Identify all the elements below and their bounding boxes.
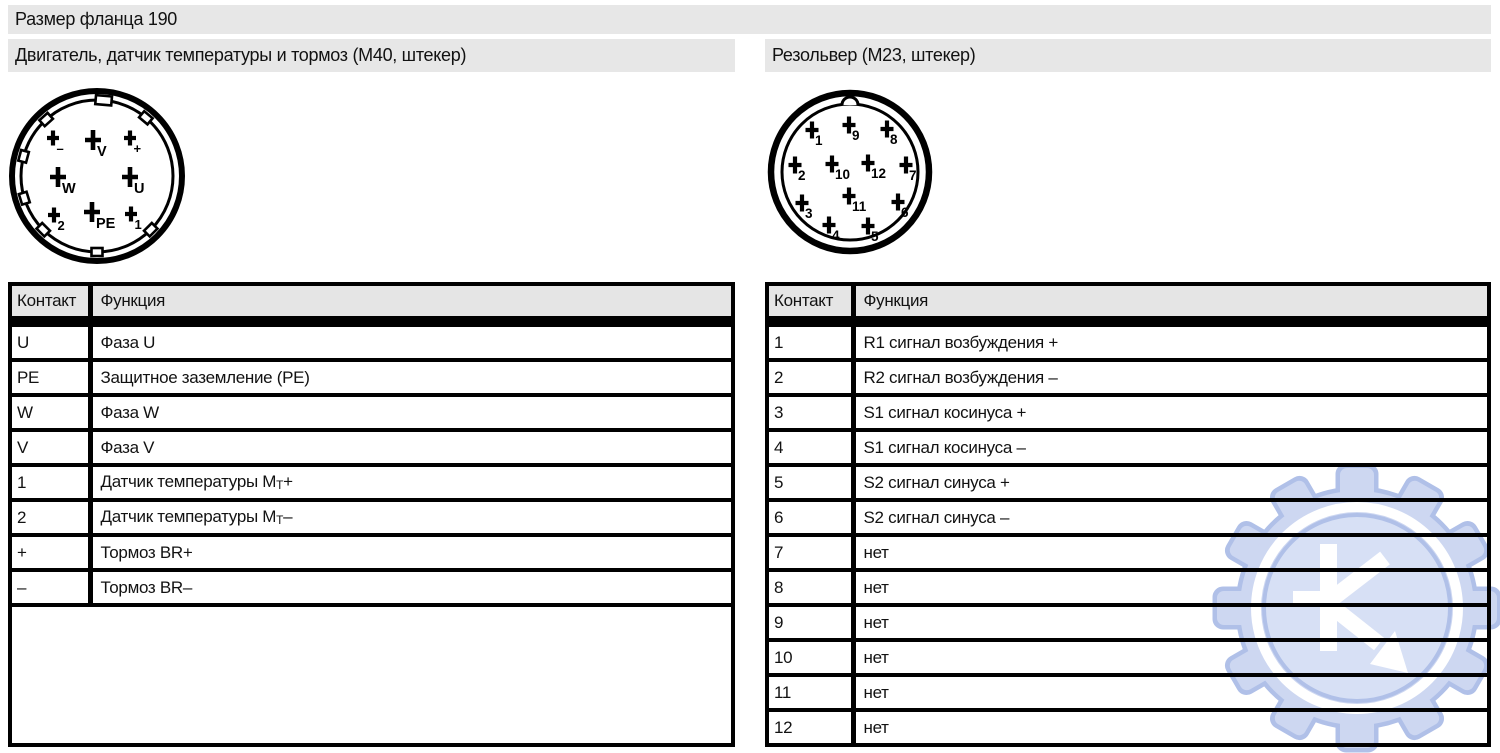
- function-cell: нет: [853, 570, 1489, 605]
- contact-cell: +: [10, 535, 90, 570]
- function-cell: S2 сигнал синуса –: [853, 500, 1489, 535]
- table-row: [10, 430, 733, 465]
- contact-cell: 3: [767, 395, 853, 430]
- table-row: [767, 360, 1489, 395]
- pin-label: PE: [96, 216, 116, 232]
- resolver-pin-table: [765, 282, 1491, 747]
- function-cell: нет: [853, 675, 1489, 710]
- empty-spacer-row: [10, 605, 733, 745]
- contact-cell: W: [10, 395, 90, 430]
- contact-cell: 5: [767, 465, 853, 500]
- page-title-bar: [8, 5, 1491, 34]
- pin-label: 1: [134, 217, 142, 232]
- table-row: [10, 322, 733, 361]
- contact-cell: 7: [767, 535, 853, 570]
- resolver-section-title: Резольвер (M23, штекер): [772, 45, 976, 65]
- function-column-header: Функция: [853, 284, 1489, 322]
- function-cell: Фаза W: [90, 395, 733, 430]
- table-row: [767, 675, 1489, 710]
- function-cell: Датчик температуры $M_T+$: [90, 465, 733, 500]
- pin-label: 11: [852, 199, 867, 214]
- pin-label: 6: [901, 205, 909, 220]
- contact-cell: 1: [10, 465, 90, 500]
- function-column-header: Функция: [90, 284, 733, 322]
- function-cell: S1 сигнал косинуса +: [853, 395, 1489, 430]
- function-cell: нет: [853, 710, 1489, 745]
- pin-label: U: [134, 181, 145, 197]
- table-row: [767, 710, 1489, 745]
- function-cell: S1 сигнал косинуса –: [853, 430, 1489, 465]
- table-row: [10, 395, 733, 430]
- function-cell: Защитное заземление (PE): [90, 360, 733, 395]
- contact-cell: 12: [767, 710, 853, 745]
- function-cell: нет: [853, 605, 1489, 640]
- table-row: [767, 535, 1489, 570]
- motor-pin-table: [8, 282, 735, 747]
- function-cell: нет: [853, 535, 1489, 570]
- pin-label: W: [62, 181, 76, 197]
- function-cell: Тормоз BR+: [90, 535, 733, 570]
- table-row: [767, 640, 1489, 675]
- table-row: [10, 535, 733, 570]
- table-row: [767, 500, 1489, 535]
- pin-label: V: [97, 144, 107, 160]
- contact-cell: 2: [767, 360, 853, 395]
- resolver-section-title-bar: [765, 39, 1491, 72]
- pin-label: 5: [871, 229, 879, 244]
- contact-cell: 11: [767, 675, 853, 710]
- pin-label: 10: [835, 167, 851, 182]
- table-row: [767, 465, 1489, 500]
- function-cell: Фаза U: [100, 332, 156, 352]
- function-cell: R2 сигнал возбуждения –: [853, 360, 1489, 395]
- contact-cell: 9: [767, 605, 853, 640]
- pin-label: 12: [871, 166, 887, 181]
- contact-cell: –: [10, 570, 90, 605]
- contact-cell: 10: [767, 640, 853, 675]
- pin-label: 9: [852, 128, 860, 143]
- empty-cell: [10, 605, 733, 745]
- contact-cell: 8: [767, 570, 853, 605]
- table-row: [767, 570, 1489, 605]
- contact-cell: 1: [767, 322, 853, 361]
- table-row: [10, 360, 733, 395]
- table-header-row: [767, 284, 1489, 322]
- pin-label: 7: [909, 168, 917, 183]
- function-cell: Тормоз BR–: [90, 570, 733, 605]
- table-row: [767, 395, 1489, 430]
- motor-section-title-bar: [8, 39, 735, 72]
- contact-cell: PE: [10, 360, 90, 395]
- pin-label: 2: [57, 218, 65, 233]
- contact-cell: 4: [767, 430, 853, 465]
- contact-column-header: Контакт: [10, 284, 90, 322]
- pin-label: –: [56, 141, 64, 156]
- connector-key-bump: [842, 97, 858, 105]
- pin-label: 1: [815, 133, 823, 148]
- motor-section-title: Двигатель, датчик температуры и тормоз (M40, штекер): [15, 45, 467, 65]
- table-row: [10, 570, 733, 605]
- m40-connector-diagram: [5, 84, 189, 268]
- pin-label: +: [133, 141, 142, 156]
- contact-cell: U: [10, 322, 90, 361]
- pin-label: 2: [798, 168, 806, 183]
- function-cell: нет: [853, 640, 1489, 675]
- table-row: [10, 465, 733, 500]
- function-cell: R1 сигнал возбуждения +: [863, 332, 1058, 352]
- table-header-row: [10, 284, 733, 322]
- contact-cell: 6: [767, 500, 853, 535]
- contact-cell: V: [10, 430, 90, 465]
- contact-column-header: Контакт: [767, 284, 853, 322]
- function-cell: Датчик температуры $M_T-$: [90, 500, 733, 535]
- m23-connector-diagram: [765, 87, 935, 257]
- table-row: [767, 322, 1489, 361]
- function-cell: Фаза V: [90, 430, 733, 465]
- pin-label: 8: [890, 132, 898, 147]
- table-row: [10, 500, 733, 535]
- table-row: [767, 430, 1489, 465]
- page-title: Размер фланца 190: [15, 9, 177, 29]
- pin-label: 4: [832, 228, 840, 243]
- table-row: [767, 605, 1489, 640]
- contact-cell: 2: [10, 500, 90, 535]
- function-cell: S2 сигнал синуса +: [853, 465, 1489, 500]
- pin-label: 3: [805, 206, 813, 221]
